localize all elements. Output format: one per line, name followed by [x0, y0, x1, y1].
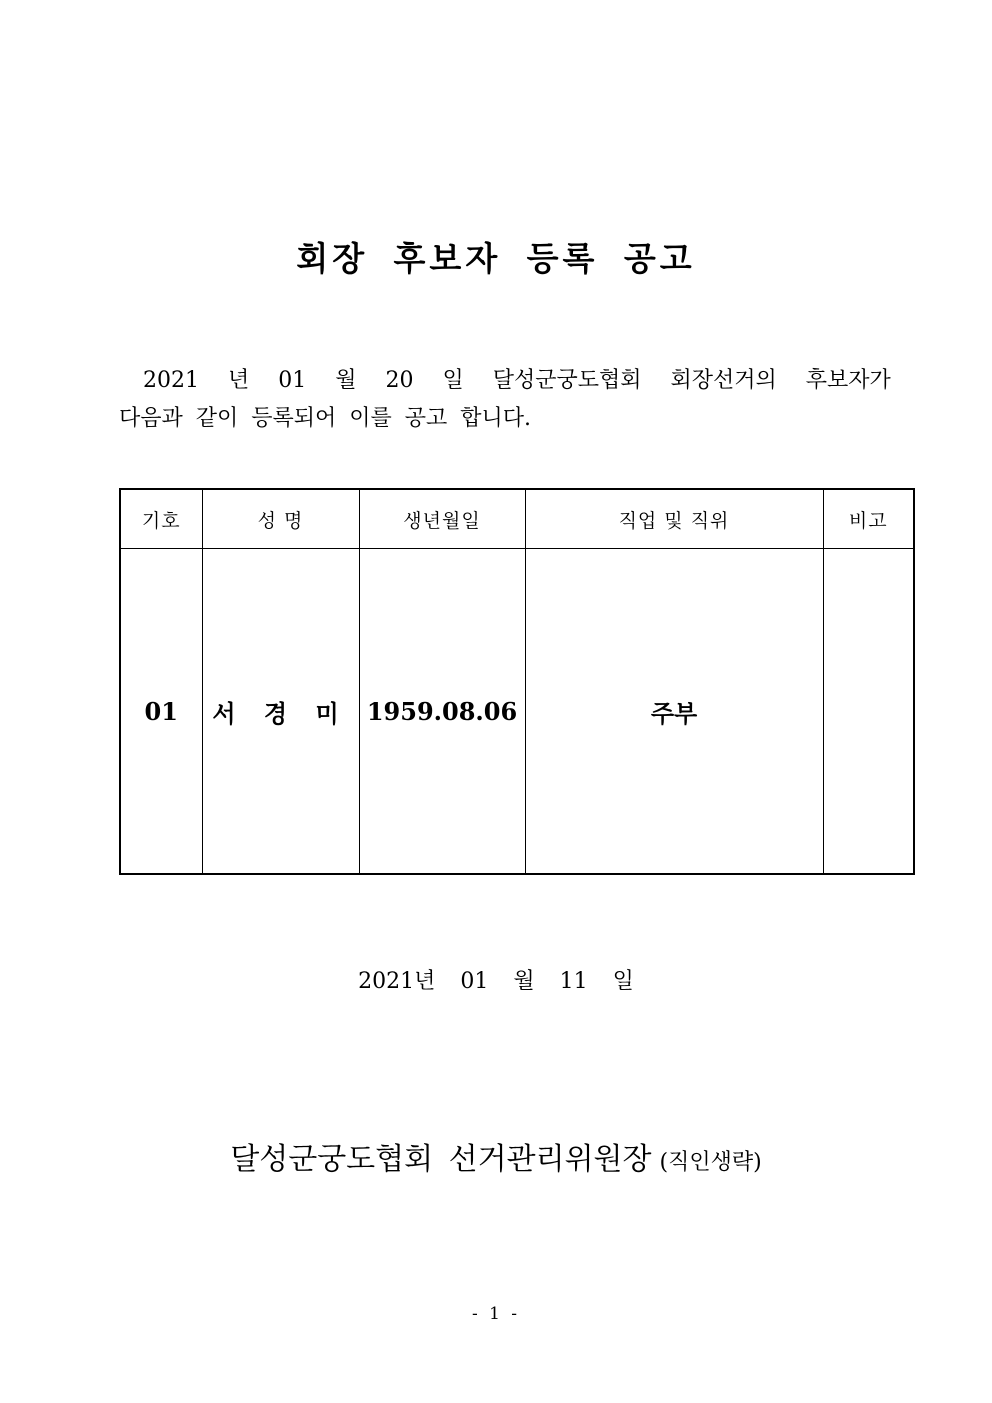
table-row	[120, 549, 914, 875]
notice-title: 회장 후보자 등록 공고	[296, 239, 696, 278]
notice-date: 2021년 01 월 11 일	[358, 969, 634, 994]
header-number: 기호	[120, 489, 202, 549]
candidate-note	[823, 549, 914, 875]
signatory: 달성군궁도협회 선거관리위원장	[230, 1142, 652, 1177]
candidate-table	[119, 488, 915, 875]
header-name: 성 명	[202, 489, 359, 549]
header-occupation: 직업 및 직위	[525, 489, 823, 549]
header-birthdate: 생년월일	[359, 489, 525, 549]
candidate-occupation: 주부	[525, 549, 823, 875]
page-number: - 1 -	[471, 1304, 521, 1324]
signature-block	[0, 1138, 992, 1185]
notice-body-line-1: 2021 년 01 월 20 일 달성군궁도협회 회장선거의 후보자가	[143, 368, 891, 393]
table-header-row	[120, 489, 914, 549]
notice-body	[119, 362, 899, 438]
seal-note: (직인생략)	[659, 1150, 762, 1175]
notice-body-line-2: 다음과 같이 등록되어 이를 공고 합니다.	[119, 406, 531, 431]
candidate-number: 01	[120, 549, 202, 875]
candidate-name: 서 경 미	[202, 549, 359, 875]
header-note: 비고	[823, 489, 914, 549]
candidate-birthdate: 1959.08.06	[359, 549, 525, 875]
